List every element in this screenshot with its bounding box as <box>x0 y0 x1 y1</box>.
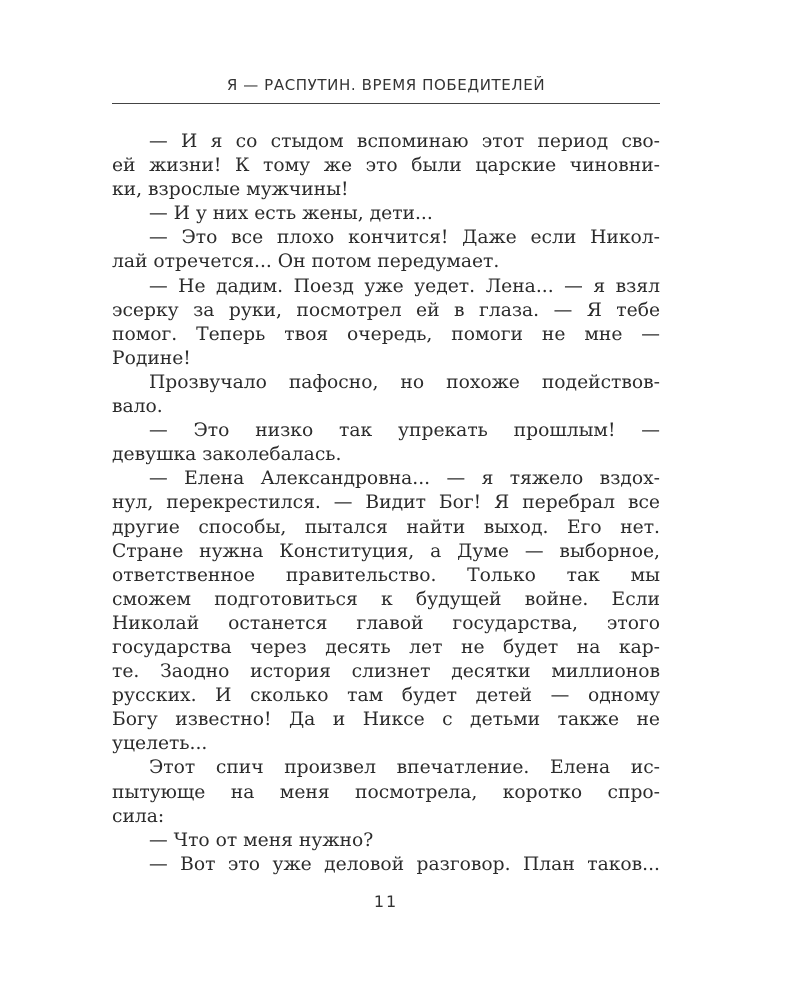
text-line: — Вот это уже деловой разговор. План таков... <box>149 853 660 875</box>
text-line: — Не дадим. Поезд уже уедет. Лена... — я взял <box>149 275 660 297</box>
text-line: другие способы, пытался найти выход. Его нет. <box>112 516 660 538</box>
text-line: Этот спич произвел впечатление. Елена ис- <box>149 757 660 779</box>
text-line: Прозвучало пафосно, но похоже подействов- <box>149 371 660 393</box>
text-line: Богу известно! Да и Никсе с детьми также не <box>112 709 660 731</box>
text-line: пытующе на меня посмотрела, коротко спро- <box>112 781 660 803</box>
text-line: сила: <box>112 805 165 827</box>
text-line: — И я со стыдом вспоминаю этот период сво- <box>149 131 660 152</box>
text-line: девушка заколебалась. <box>112 444 342 466</box>
text-line: Николай останется главой государства, этого <box>112 612 660 634</box>
text-line: нул, перекрестился. — Видит Бог! Я перебрал все <box>112 492 660 514</box>
text-line: Родине! <box>112 347 191 369</box>
text-line: — И у них есть жены, дети... <box>149 203 433 225</box>
text-line: ответственное правительство. Только так мы <box>112 564 660 586</box>
text-line: — Елена Александровна... — я тяжело вздох- <box>149 468 660 490</box>
text-line: — Это низко так упрекать прошлым! — <box>149 420 660 442</box>
running-head: Я — РАСПУТИН. ВРЕМЯ ПОБЕДИТЕЛЕЙ <box>226 76 546 94</box>
text-line: сможем подготовиться к будущей войне. Если <box>112 588 660 610</box>
text-line: вало. <box>112 396 163 418</box>
text-line: — Что от меня нужно? <box>149 829 374 851</box>
text-line: — Это все плохо кончится! Даже если Никол- <box>149 227 660 249</box>
text-line: Стране нужна Конституция, а Думе — выборное, <box>112 540 660 562</box>
text-line: помог. Теперь твоя очередь, помоги не мне — <box>112 323 660 345</box>
text-line: уцелеть... <box>112 733 208 755</box>
text-line: ей жизни! К тому же это были царские чиновни- <box>112 155 660 177</box>
body-text <box>112 130 660 877</box>
text-line: эсерку за руки, посмотрел ей в глаза. — Я тебе <box>112 299 660 321</box>
page-number: 11 <box>373 892 399 911</box>
text-line: ки, взрослые мужчины! <box>112 179 349 201</box>
text-line: русских. И сколько там будет детей — одному <box>112 685 660 707</box>
text-line: те. Заодно история слизнет десятки миллионов <box>112 661 660 683</box>
text-line: государства через десять лет не будет на кар- <box>112 636 660 658</box>
text-line: лай отречется... Он потом передумает. <box>112 251 500 273</box>
header-rule <box>112 103 660 104</box>
